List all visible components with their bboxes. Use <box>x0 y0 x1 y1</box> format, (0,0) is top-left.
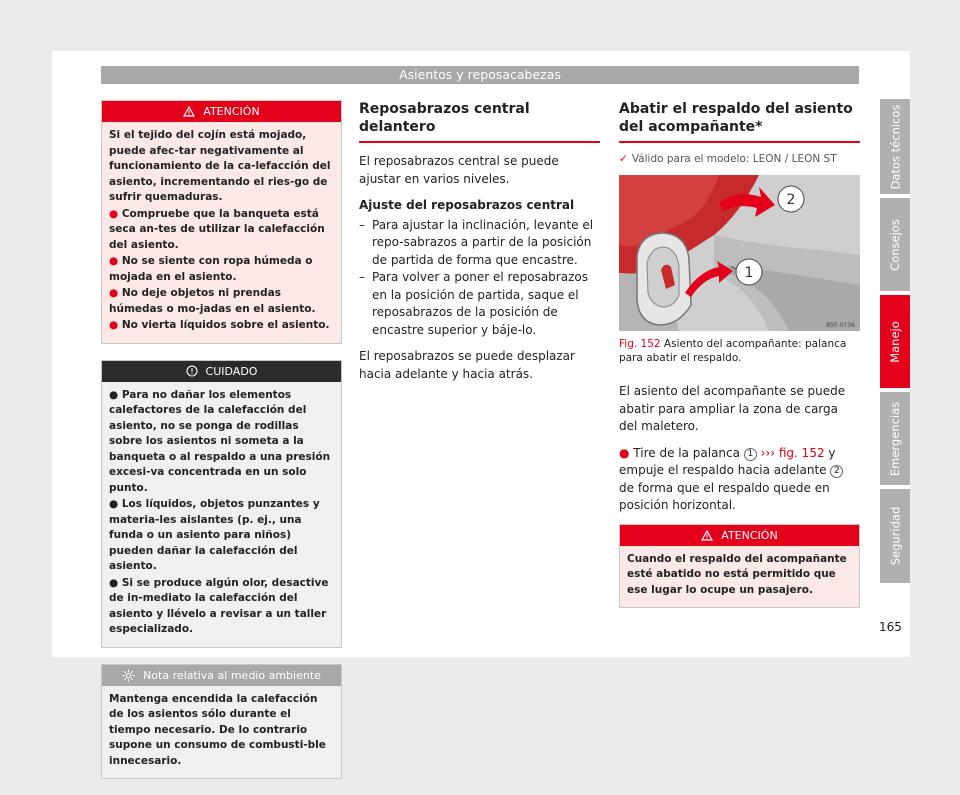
environment-note-header: Nota relativa al medio ambiente <box>102 665 341 686</box>
side-tab-emergencias[interactable]: Emergencias <box>880 392 910 485</box>
warning-box <box>101 100 342 344</box>
caution-header: CUIDADO <box>102 361 341 382</box>
page-number: 165 <box>879 620 902 634</box>
instruction-step: ● Tire de la palanca 1 ››› fig. 152 y empuje el respaldo hacia adelante 2 de forma que el respaldo quede en posición horizontal. <box>619 445 860 515</box>
seat-illustration <box>619 175 860 331</box>
warning-box-backrest <box>619 524 860 609</box>
side-tab-seguridad[interactable]: Seguridad <box>880 489 910 583</box>
column-2 <box>359 100 600 392</box>
warning-body: Si el tejido del cojín está mojado, puede afec-tar negativamente al funcionamiento de la ca-lefacción del asiento, incrementando el ries-go de sufrir quemaduras. ● Compruebe que la banqueta está seca an-tes de utilizar la calefacción del asiento. ● No se siente con ropa húmeda o mojada en el asiento. ● No deje objetos ni prendas húmedas o mo-jadas en el asiento. ● No vierta líquidos sobre el asiento. <box>102 122 341 343</box>
model-validity: ✓ Válido para el modelo: LEON / LEON ST <box>619 153 837 165</box>
warning-header: ATENCIÓN <box>102 101 341 122</box>
callout-2: 2 <box>830 465 843 478</box>
environment-note-body: Mantenga encendida la calefacción de los asientos sólo durante el tiempo necesario. De lo contrario supone un consumo de combusti-ble innecesario. <box>102 686 341 779</box>
figure-seat-lever <box>619 175 860 331</box>
side-tab-datos-tecnicos[interactable]: Datos técnicos <box>880 99 910 194</box>
figure-label-2: 2 <box>786 192 796 208</box>
warning-header: ATENCIÓN <box>620 525 859 546</box>
warning-triangle-icon <box>183 106 195 117</box>
column-3 <box>619 100 860 624</box>
list-item: – Para ajustar la inclinación, levante el repo-sabrazos a partir de la posición de partida de forma que encastre. <box>359 217 594 267</box>
warning-body: Cuando el respaldo del acompañante esté abatido no está permitido que ese lugar lo ocupe un pasajero. <box>620 546 859 608</box>
figure-label-1: 1 <box>744 265 754 281</box>
list-item: – Para volver a poner el reposabrazos en la posición de partida, saque el reposabrazos de la posición de encastre superior y báje-lo. <box>359 270 588 337</box>
figure-caption: Fig. 152 Asiento del acompañante: palanca para abatir el respaldo. <box>619 338 847 364</box>
environment-note-box <box>101 664 342 780</box>
figure-code: B5F-0736 <box>826 322 855 329</box>
armrest-text: El reposabrazos central se puede ajustar en varios niveles. Ajuste del reposabrazos central – Para ajustar la inclinación, levante el repo-sabrazos a partir de la posición de partida de forma que encastre. – Para volver a poner el reposabrazos en la posición de partida, saque el reposabrazos de la posición de encastre superior y báje-lo. El reposabrazos se puede desplazar hacia adelante y hacia atrás. <box>359 153 600 383</box>
side-tab-consejos[interactable]: Consejos <box>880 198 910 291</box>
caution-body: ● Para no dañar los elementos calefactores de la calefacción del asiento, no se ponga de rodillas sobre los asientos ni someta a la banqueta o al respaldo a una presión excesi-va concentrada en un solo punto. ● Los líquidos, objetos punzantes y materia-les aislantes (p. ej., una funda o un asiento para niños) pueden dañar la calefacción del asiento. ● Si se produce algún olor, desactive de in-mediato la calefacción del asiento y llévelo a revisar a un taller especializado. <box>102 382 341 647</box>
section-title-armrest: Reposabrazos central delantero <box>359 100 600 143</box>
figure-link[interactable]: ››› fig. 152 <box>760 445 825 460</box>
running-header: Asientos y reposacabezas <box>101 66 859 84</box>
leaf-icon <box>122 669 135 682</box>
warning-triangle-icon <box>701 530 713 541</box>
column-1 <box>101 100 342 795</box>
fold-backrest-text: El asiento del acompañante se puede abatir para ampliar la zona de carga del maletero. ● Tire de la palanca 1 ››› fig. 152 y empuje el respaldo hacia adelante 2 de forma que el respaldo quede en posición horizontal. <box>619 383 860 515</box>
check-icon: ✓ <box>619 153 628 165</box>
caution-info-icon <box>186 365 198 377</box>
callout-1: 1 <box>744 448 757 461</box>
caution-box <box>101 360 342 648</box>
side-tab-manejo[interactable]: Manejo <box>880 295 910 388</box>
section-title-fold-backrest: Abatir el respaldo del asiento del acompañante* <box>619 100 860 143</box>
